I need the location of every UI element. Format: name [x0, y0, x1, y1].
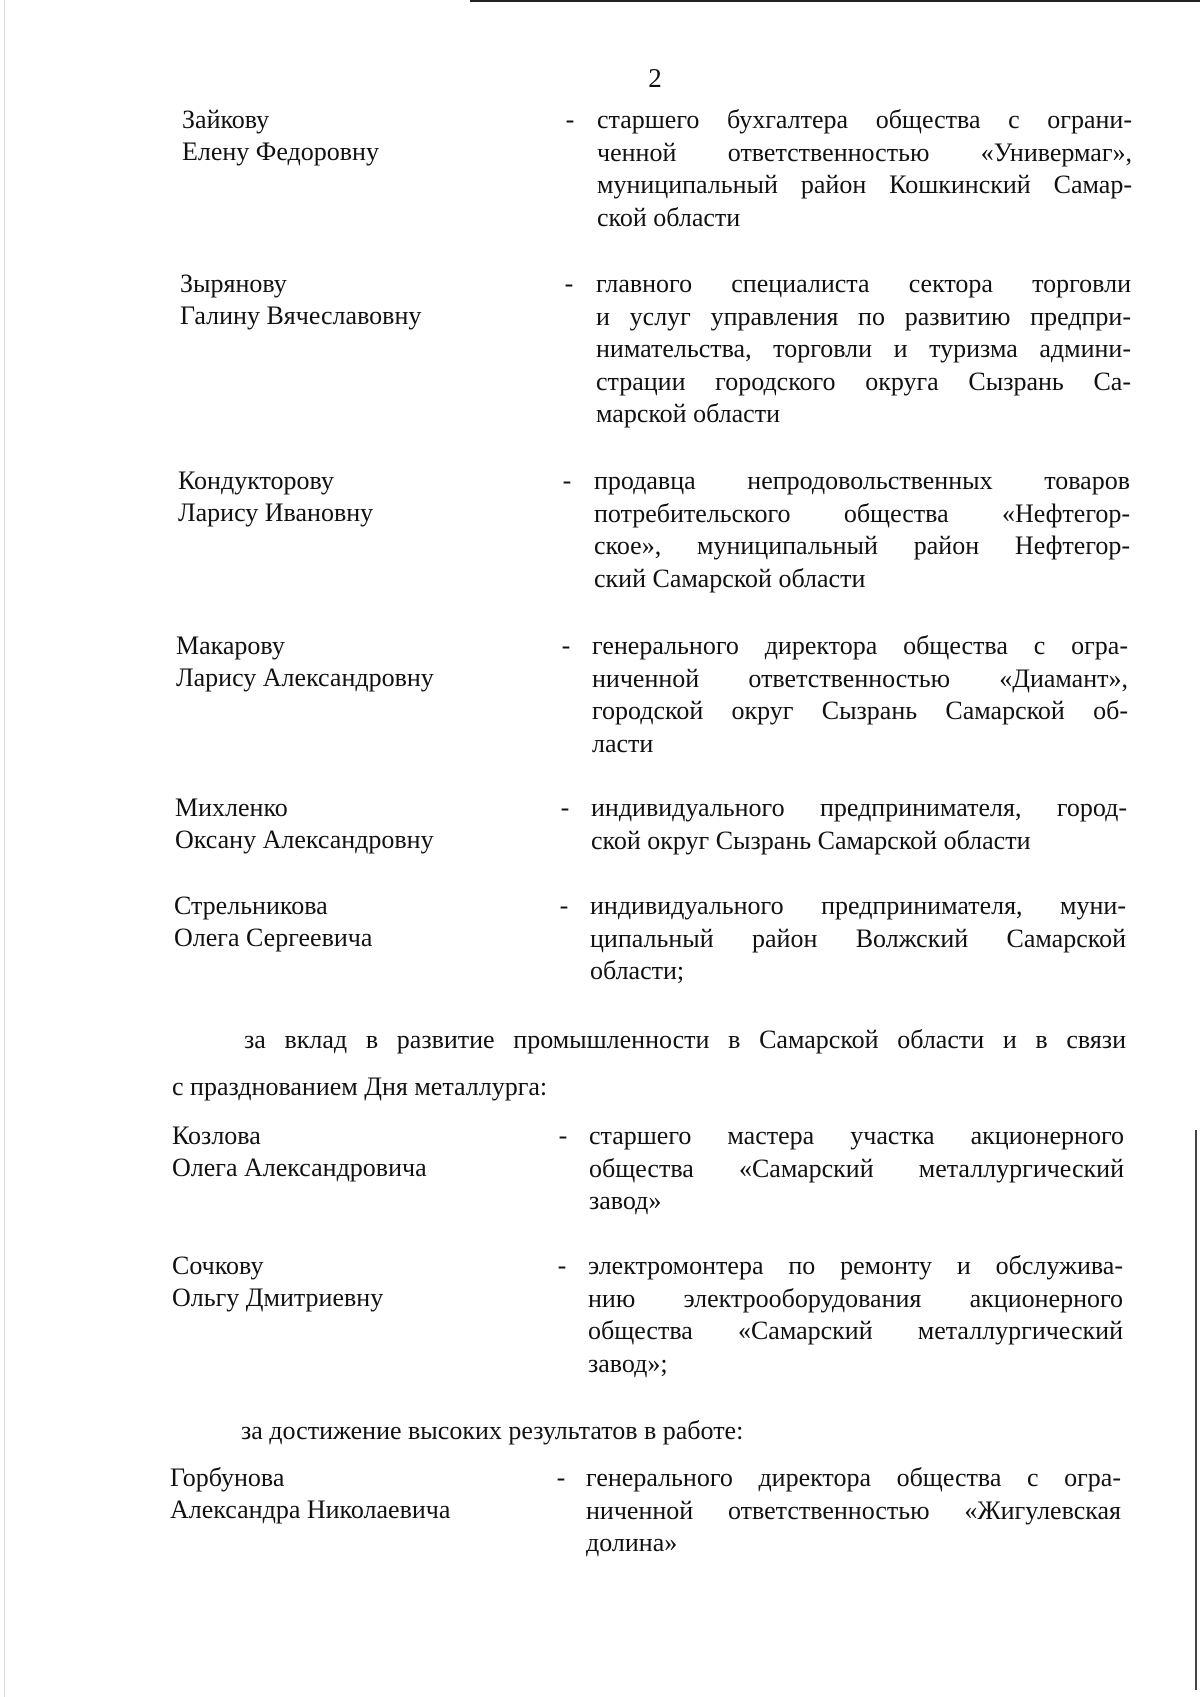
desc-line: ское», муниципальный район Нефтегор- — [594, 531, 1130, 560]
desc-line: ченной ответственностью «Универмаг», — [597, 137, 1132, 167]
scan-right-edge — [1195, 1130, 1197, 1690]
desc-line: ципальный район Волжский Самарской — [590, 923, 1126, 953]
desc-line: страции городского округа Сызрань Са- — [596, 366, 1131, 396]
position-description — [594, 465, 1130, 595]
desc-line: общества «Самарский металлургический — [588, 1316, 1123, 1345]
desc-line: ниченной ответственностью «Диамант», — [592, 663, 1128, 693]
entry-dash: - — [564, 269, 574, 298]
surname: Михленко — [175, 793, 288, 822]
desc-line: генерального директора общества с огра- — [592, 631, 1128, 660]
section-heading-results — [0, 1415, 1200, 1451]
surname: Козлова — [172, 1121, 261, 1150]
person-name — [176, 630, 536, 694]
desc-line: продавца непродовольственных товаров — [594, 466, 1130, 495]
desc-line: индивидуального предпринимателя, муни- — [590, 891, 1126, 920]
desc-line: старшего бухгалтера общества с ограни- — [597, 105, 1132, 134]
desc-line: потребительского общества «Нефтегор- — [594, 498, 1130, 528]
person-name — [175, 792, 535, 856]
desc-line: электромонтера по ремонту и обслужива- — [588, 1251, 1123, 1280]
desc-line: главного специалиста сектора торговли — [596, 269, 1131, 298]
desc-line: долина» — [586, 1528, 678, 1557]
person-name — [182, 104, 542, 168]
desc-line: завод» — [589, 1186, 662, 1215]
given-names: Ольгу Дмитриевну — [172, 1283, 384, 1312]
position-description — [589, 1120, 1124, 1218]
position-description — [588, 1250, 1123, 1380]
section-heading-metallurgy — [0, 1024, 1200, 1104]
surname: Зырянову — [180, 269, 287, 298]
surname: Макарову — [176, 631, 285, 660]
position-description — [590, 890, 1126, 988]
person-name — [178, 465, 538, 529]
given-names: Ларису Александровну — [176, 663, 434, 692]
person-name — [174, 890, 534, 954]
surname: Горбунова — [170, 1463, 285, 1492]
desc-line: области; — [590, 956, 685, 985]
desc-line: ласти — [592, 728, 654, 758]
given-names: Александра Николаевича — [170, 1495, 451, 1524]
entry-dash: - — [561, 631, 571, 660]
desc-line: и услуг управления по развитию предпри- — [596, 301, 1131, 331]
desc-line: нию электрооборудования акционерного — [588, 1283, 1123, 1313]
surname: Сочкову — [172, 1251, 264, 1280]
surname: Стрельникова — [174, 891, 328, 920]
entry-dash: - — [560, 793, 570, 822]
desc-line: нимательства, торговли и туризма админи- — [596, 334, 1131, 363]
surname: Кондукторову — [178, 466, 334, 495]
given-names: Олега Александровича — [172, 1153, 427, 1182]
desc-line: ский Самарской области — [594, 563, 866, 593]
desc-line: городской округ Сызрань Самарской об- — [592, 696, 1128, 725]
position-description — [591, 792, 1127, 857]
desc-line: муниципальный район Кошкинский Самар- — [597, 170, 1132, 199]
section-heading-line: за вклад в развитие промышленности в Самарской области и в связи — [244, 1025, 1126, 1054]
desc-line: марской области — [596, 399, 780, 428]
section-heading-line: за достижение высоких результатов в работе: — [241, 1416, 744, 1445]
position-description — [586, 1462, 1121, 1560]
page-number: 2 — [648, 63, 662, 93]
desc-line: ской округ Сызрань Самарской области — [591, 825, 1031, 855]
entry-dash: - — [565, 105, 575, 134]
person-name — [172, 1120, 532, 1184]
position-description — [597, 104, 1132, 234]
desc-line: общества «Самарский металлургический — [589, 1153, 1124, 1183]
entry-dash: - — [559, 891, 569, 920]
entry-dash: - — [558, 1121, 568, 1150]
section-heading-line: с празднованием Дня металлурга: — [172, 1072, 548, 1101]
scan-top-rule — [470, 0, 1200, 2]
person-name — [172, 1250, 532, 1314]
entry-dash: - — [557, 1251, 567, 1280]
given-names: Галину Вячеславовну — [180, 301, 422, 330]
entry-dash: - — [556, 1463, 566, 1492]
desc-line: индивидуального предпринимателя, город- — [591, 793, 1127, 822]
entry-dash: - — [562, 466, 572, 495]
desc-line: завод»; — [588, 1348, 668, 1378]
given-names: Ларису Ивановну — [178, 498, 374, 527]
desc-line: ниченной ответственностью «Жигулевская — [586, 1495, 1121, 1525]
desc-line: ской области — [597, 202, 741, 232]
position-description — [596, 268, 1131, 431]
desc-line: старшего мастера участка акционерного — [589, 1121, 1124, 1150]
surname: Зайкову — [182, 105, 270, 134]
person-name — [180, 268, 540, 332]
person-name — [170, 1462, 530, 1526]
given-names: Оксану Александровну — [175, 825, 434, 854]
position-description — [592, 630, 1128, 760]
desc-line: генерального директора общества с огра- — [586, 1463, 1121, 1492]
given-names: Олега Сергеевича — [174, 923, 373, 952]
given-names: Елену Федоровну — [182, 137, 379, 166]
